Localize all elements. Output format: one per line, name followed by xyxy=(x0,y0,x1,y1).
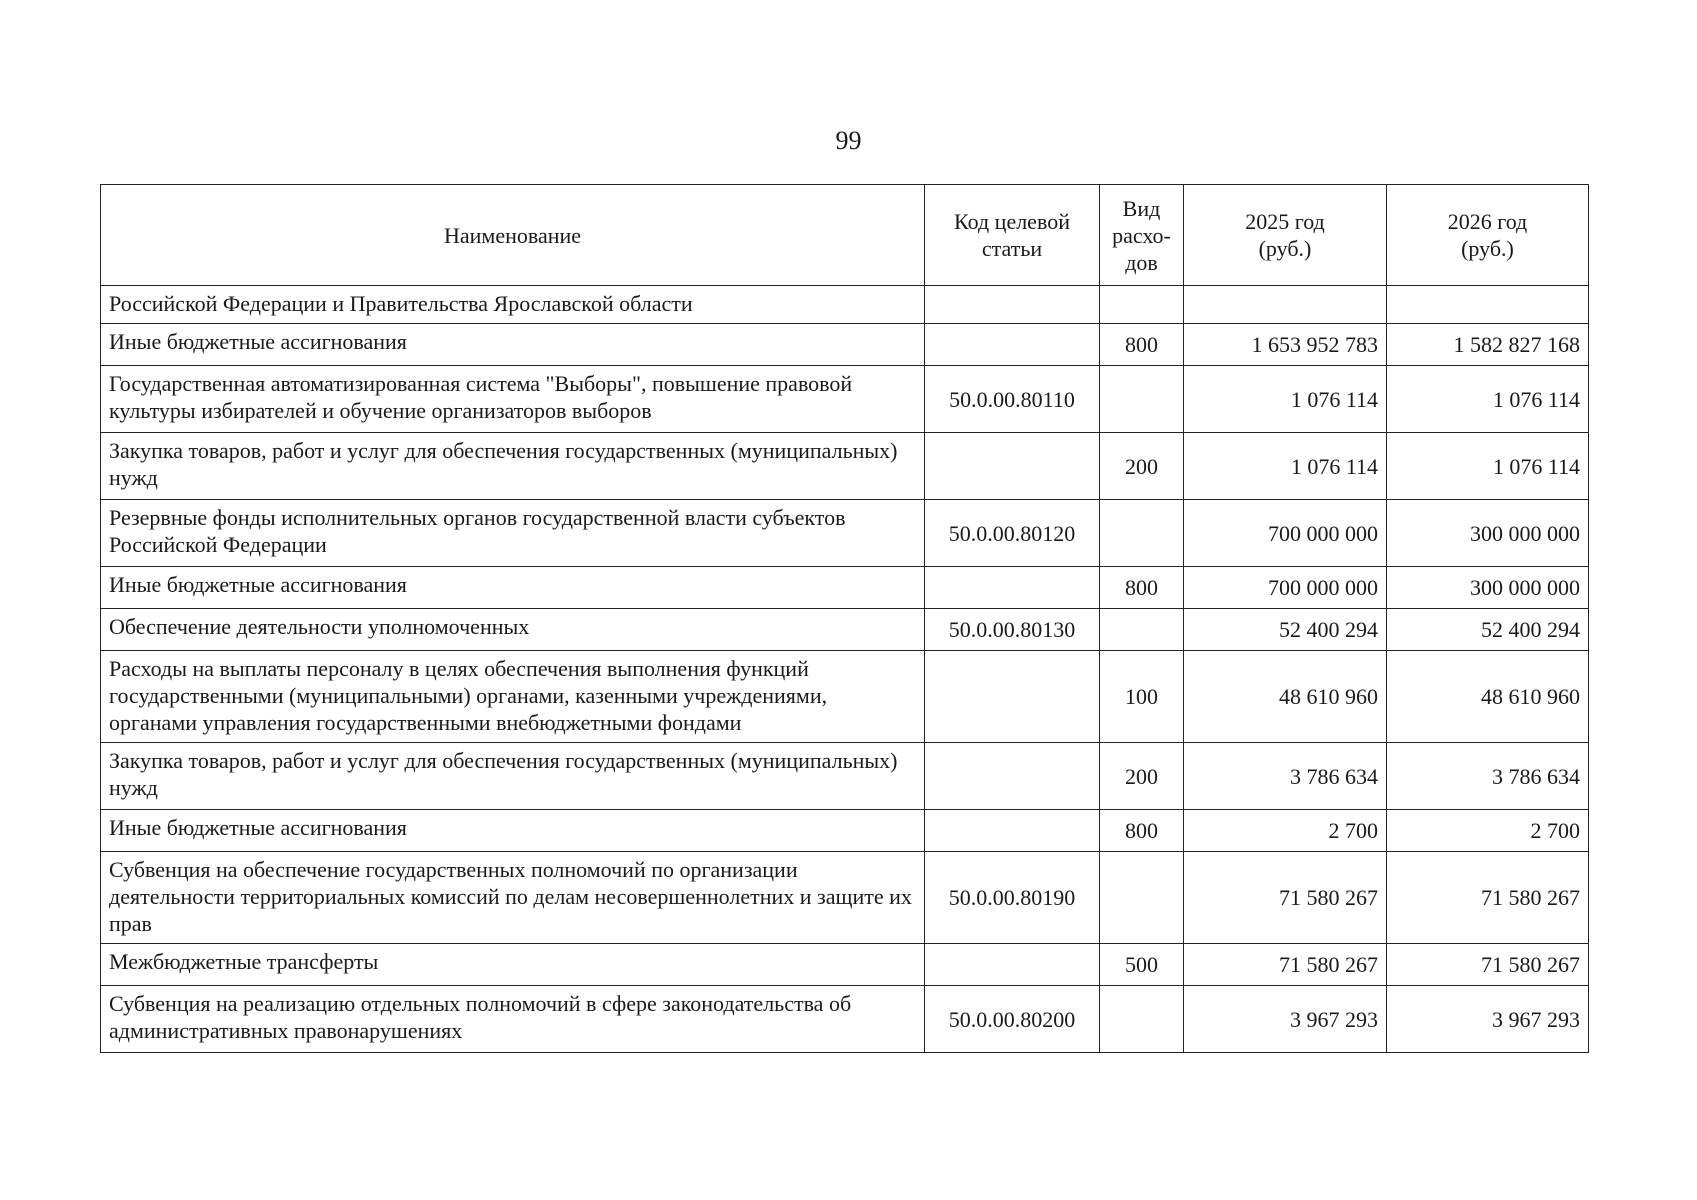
header-kind: Вид расхо- дов xyxy=(1100,185,1184,286)
cell-2025: 1 076 114 xyxy=(1184,433,1387,500)
cell-code xyxy=(925,433,1100,500)
cell-kind: 200 xyxy=(1100,433,1184,500)
cell-2025: 48 610 960 xyxy=(1184,651,1387,743)
cell-2026: 300 000 000 xyxy=(1387,567,1589,609)
cell-name: Иные бюджетные ассигнования xyxy=(101,810,925,852)
header-code: Код целевой статьи xyxy=(925,185,1100,286)
cell-2025: 1 653 952 783 xyxy=(1184,324,1387,366)
cell-2025: 700 000 000 xyxy=(1184,567,1387,609)
page-number: 99 xyxy=(835,126,862,155)
cell-name: Иные бюджетные ассигнования xyxy=(101,567,925,609)
header-row xyxy=(101,185,1589,286)
cell-2025: 52 400 294 xyxy=(1184,609,1387,651)
cell-2026: 3 967 293 xyxy=(1387,986,1589,1053)
cell-name: Субвенция на обеспечение государственных полномочий по организации деятельности территориальных комиссий по делам несовершеннолетних и защите их прав xyxy=(101,852,925,944)
cell-kind: 500 xyxy=(1100,944,1184,986)
cell-kind: 800 xyxy=(1100,567,1184,609)
cell-2026: 2 700 xyxy=(1387,810,1589,852)
cell-2026: 71 580 267 xyxy=(1387,944,1589,986)
cell-name: Расходы на выплаты персоналу в целях обеспечения выполнения функций государственными (муниципальными) органами, казенными учреждениями, органами управления государственными внебюджетными фондами xyxy=(101,651,925,743)
table-row xyxy=(101,286,1589,324)
cell-name: Обеспечение деятельности уполномоченных xyxy=(101,609,925,651)
table-row xyxy=(101,324,1589,366)
cell-kind xyxy=(1100,609,1184,651)
cell-code: 50.0.00.80120 xyxy=(925,500,1100,567)
cell-kind xyxy=(1100,852,1184,944)
cell-code xyxy=(925,944,1100,986)
cell-2025: 71 580 267 xyxy=(1184,852,1387,944)
cell-name: Государственная автоматизированная система "Выборы", повышение правовой культуры избирателей и обучение организаторов выборов xyxy=(101,366,925,433)
cell-code: 50.0.00.80110 xyxy=(925,366,1100,433)
table-row xyxy=(101,852,1589,944)
table-body xyxy=(101,286,1589,1053)
cell-2026: 48 610 960 xyxy=(1387,651,1589,743)
cell-2025 xyxy=(1184,286,1387,324)
cell-code xyxy=(925,286,1100,324)
cell-kind: 100 xyxy=(1100,651,1184,743)
cell-code xyxy=(925,324,1100,366)
cell-code xyxy=(925,810,1100,852)
table-row xyxy=(101,433,1589,500)
cell-2026: 1 582 827 168 xyxy=(1387,324,1589,366)
table-row xyxy=(101,986,1589,1053)
header-2026: 2026 год (руб.) xyxy=(1387,185,1589,286)
table-row xyxy=(101,609,1589,651)
cell-2026: 1 076 114 xyxy=(1387,366,1589,433)
cell-kind xyxy=(1100,986,1184,1053)
cell-2025: 2 700 xyxy=(1184,810,1387,852)
cell-name: Иные бюджетные ассигнования xyxy=(101,324,925,366)
cell-code xyxy=(925,743,1100,810)
cell-code xyxy=(925,567,1100,609)
cell-2026: 3 786 634 xyxy=(1387,743,1589,810)
table-row xyxy=(101,651,1589,743)
cell-2026: 1 076 114 xyxy=(1387,433,1589,500)
cell-name: Межбюджетные трансферты xyxy=(101,944,925,986)
cell-name: Закупка товаров, работ и услуг для обеспечения государственных (муниципальных) нужд xyxy=(101,743,925,810)
cell-kind xyxy=(1100,500,1184,567)
cell-2025: 700 000 000 xyxy=(1184,500,1387,567)
cell-code: 50.0.00.80130 xyxy=(925,609,1100,651)
cell-2026: 71 580 267 xyxy=(1387,852,1589,944)
cell-name: Субвенция на реализацию отдельных полномочий в сфере законодательства об административных правонарушениях xyxy=(101,986,925,1053)
cell-2026: 300 000 000 xyxy=(1387,500,1589,567)
table-row xyxy=(101,500,1589,567)
cell-kind: 200 xyxy=(1100,743,1184,810)
cell-2026: 52 400 294 xyxy=(1387,609,1589,651)
cell-code: 50.0.00.80190 xyxy=(925,852,1100,944)
cell-kind xyxy=(1100,286,1184,324)
cell-name: Закупка товаров, работ и услуг для обеспечения государственных (муниципальных) нужд xyxy=(101,433,925,500)
cell-2025: 1 076 114 xyxy=(1184,366,1387,433)
cell-code: 50.0.00.80200 xyxy=(925,986,1100,1053)
cell-2025: 71 580 267 xyxy=(1184,944,1387,986)
cell-2026 xyxy=(1387,286,1589,324)
cell-2025: 3 786 634 xyxy=(1184,743,1387,810)
table-row xyxy=(101,944,1589,986)
header-name: Наименование xyxy=(101,185,925,286)
cell-code xyxy=(925,651,1100,743)
cell-kind xyxy=(1100,366,1184,433)
cell-kind: 800 xyxy=(1100,810,1184,852)
table-row xyxy=(101,567,1589,609)
header-2025: 2025 год (руб.) xyxy=(1184,185,1387,286)
table-header xyxy=(101,185,1589,286)
cell-name: Российской Федерации и Правительства Ярославской области xyxy=(101,286,925,324)
budget-table xyxy=(100,184,1589,1053)
table-row xyxy=(101,366,1589,433)
table-row xyxy=(101,743,1589,810)
cell-kind: 800 xyxy=(1100,324,1184,366)
cell-2025: 3 967 293 xyxy=(1184,986,1387,1053)
cell-name: Резервные фонды исполнительных органов государственной власти субъектов Российской Федерации xyxy=(101,500,925,567)
table-row xyxy=(101,810,1589,852)
